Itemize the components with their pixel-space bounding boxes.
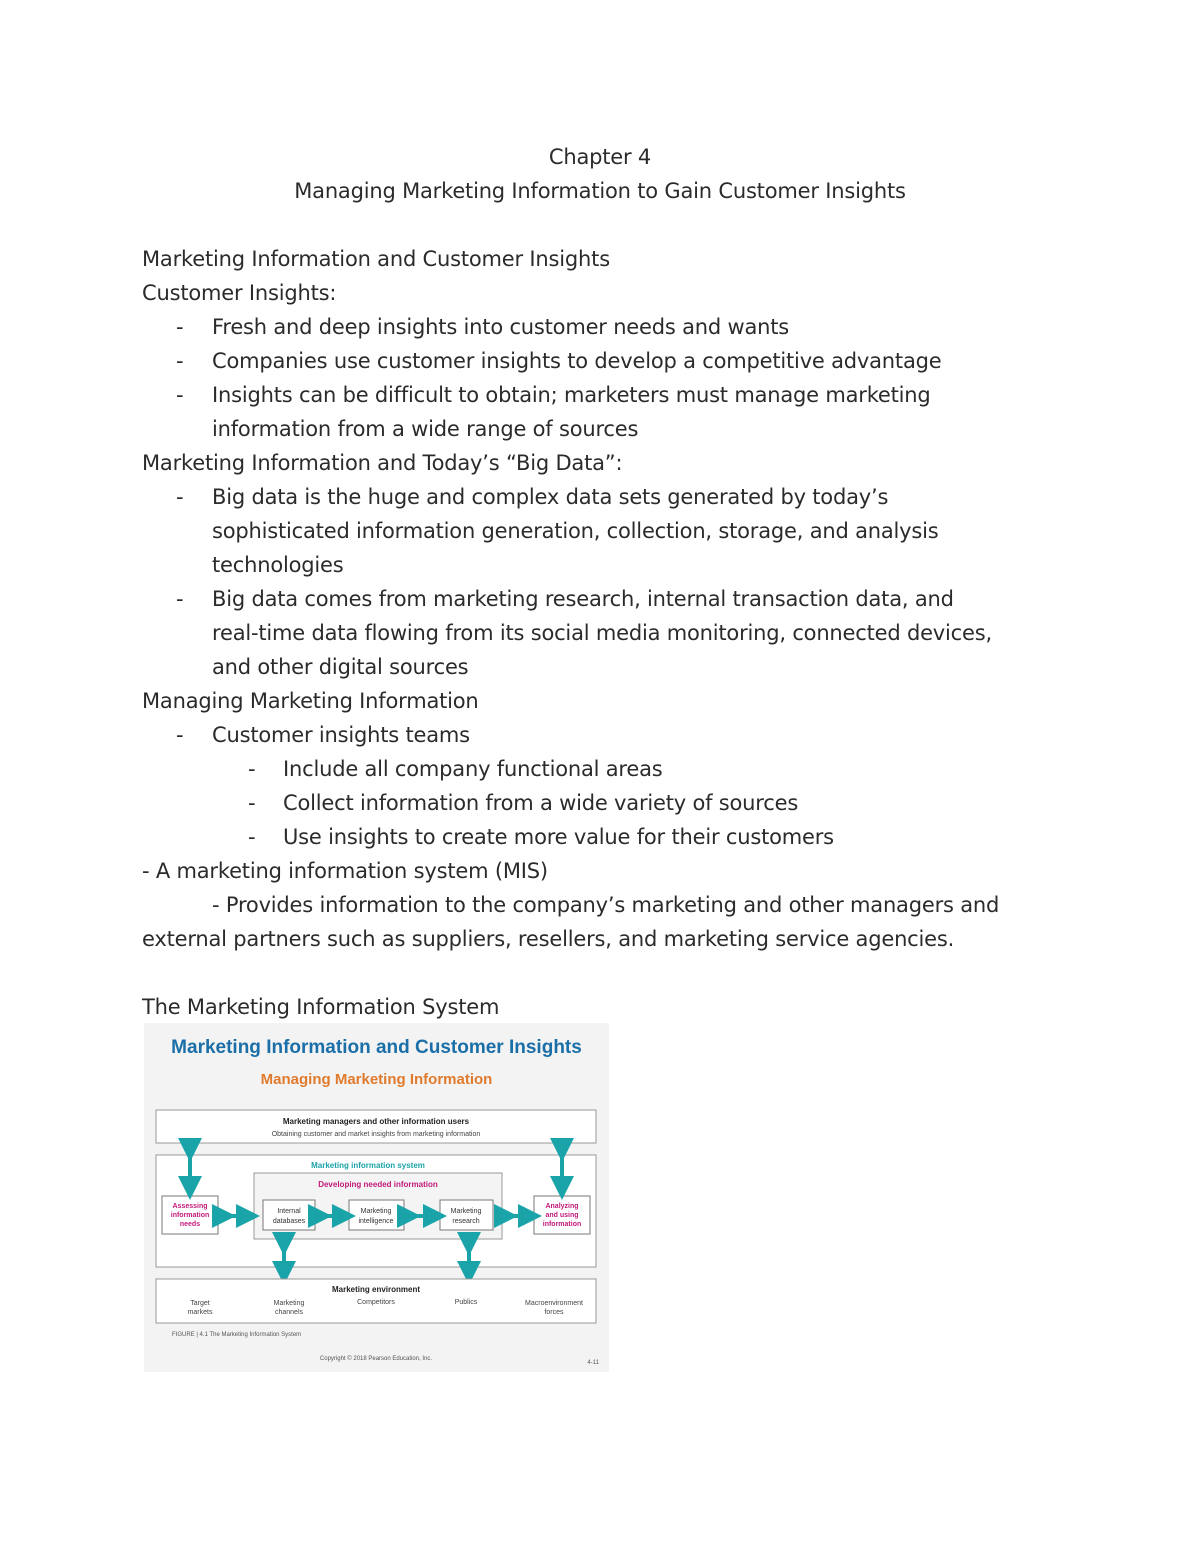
chapter-title: Managing Marketing Information to Gain Customer Insights bbox=[294, 179, 906, 203]
environment-title: Marketing environment bbox=[331, 1285, 421, 1294]
marketing-intelligence-box bbox=[349, 1200, 404, 1230]
mis-description-continuation: external partners such as suppliers, resellers, and marketing service agencies. bbox=[142, 927, 955, 951]
sub-list-item: Collect information from a wide variety of sources bbox=[283, 791, 799, 815]
list-item-continuation: real-time data flowing from its social media monitoring, connected devices, bbox=[212, 621, 992, 645]
figure-copyright: Copyright © 2018 Pearson Education, Inc. bbox=[319, 1356, 433, 1362]
mis-diagram bbox=[144, 1023, 609, 1372]
env-macro-1: Macroenvironment bbox=[525, 1300, 583, 1307]
chapter-heading: Chapter 4 bbox=[548, 145, 652, 169]
list-item-continuation: sophisticated information generation, collection, storage, and analysis bbox=[212, 519, 939, 543]
internal-databases-line2: databases bbox=[272, 1218, 306, 1225]
marketing-research-line2: research bbox=[452, 1218, 480, 1225]
internal-databases-box bbox=[263, 1200, 315, 1230]
figure-heading: The Marketing Information System bbox=[142, 995, 500, 1019]
analyzing-line2: and using bbox=[545, 1212, 579, 1219]
info-users-sub: Obtaining customer and market insights from marketing information bbox=[271, 1131, 481, 1138]
sub-list-item: Use insights to create more value for their customers bbox=[283, 825, 834, 849]
list-item-continuation: technologies bbox=[212, 553, 344, 577]
bullet-dash: - bbox=[176, 315, 184, 339]
analyzing-line3: information bbox=[542, 1221, 582, 1228]
env-publics: Publics bbox=[454, 1299, 478, 1306]
mis-description: - Provides information to the company’s marketing and other managers and bbox=[212, 893, 1000, 917]
list-item: Companies use customer insights to develop a competitive advantage bbox=[212, 349, 942, 373]
bullet-dash: - bbox=[176, 383, 184, 407]
env-channels-2: channels bbox=[274, 1309, 304, 1316]
internal-databases-line1: Internal bbox=[277, 1208, 301, 1215]
bullet-dash: - bbox=[176, 723, 184, 747]
bullet-dash: - bbox=[248, 825, 256, 849]
mis-line: - A marketing information system (MIS) bbox=[142, 859, 548, 883]
list-item: Fresh and deep insights into customer needs and wants bbox=[212, 315, 790, 339]
assessing-line2: information bbox=[170, 1212, 210, 1219]
bullet-dash: - bbox=[176, 485, 184, 509]
mis-sub: Developing needed information bbox=[318, 1180, 438, 1189]
assessing-line3: needs bbox=[179, 1221, 201, 1228]
env-target-2: markets bbox=[187, 1309, 213, 1316]
list-item: Big data is the huge and complex data sets generated by today’s bbox=[212, 485, 889, 509]
customer-insights-label: Customer Insights: bbox=[142, 281, 337, 305]
mis-title: Marketing information system bbox=[311, 1161, 425, 1170]
info-users-title: Marketing managers and other information users bbox=[282, 1117, 470, 1126]
analyzing-line1: Analyzing bbox=[545, 1203, 579, 1210]
figure-page-number: 4-11 bbox=[587, 1360, 599, 1366]
env-channels-1: Marketing bbox=[273, 1300, 305, 1307]
assessing-line1: Assessing bbox=[172, 1203, 208, 1210]
section-heading: Marketing Information and Customer Insights bbox=[142, 247, 610, 271]
mis-figure bbox=[144, 1023, 609, 1372]
figure-subtitle: Managing Marketing Information bbox=[260, 1071, 493, 1088]
bullet-dash: - bbox=[176, 349, 184, 373]
list-item: Insights can be difficult to obtain; marketers must manage marketing bbox=[212, 383, 931, 407]
marketing-intelligence-line1: Marketing bbox=[360, 1208, 392, 1215]
list-item-continuation: and other digital sources bbox=[212, 655, 469, 679]
marketing-intelligence-line2: intelligence bbox=[358, 1218, 394, 1225]
env-macro-2: forces bbox=[544, 1309, 564, 1316]
list-item: Customer insights teams bbox=[212, 723, 470, 747]
big-data-label: Marketing Information and Today’s “Big Data”: bbox=[142, 451, 623, 475]
list-item: Big data comes from marketing research, internal transaction data, and bbox=[212, 587, 954, 611]
info-users-box bbox=[156, 1110, 596, 1143]
env-competitors: Competitors bbox=[357, 1299, 395, 1306]
list-item-continuation: information from a wide range of sources bbox=[212, 417, 639, 441]
managing-heading: Managing Marketing Information bbox=[142, 689, 479, 713]
marketing-research-line1: Marketing bbox=[450, 1208, 482, 1215]
figure-caption: FIGURE | 4.1 The Marketing Information System bbox=[172, 1332, 302, 1338]
marketing-research-box bbox=[440, 1200, 493, 1230]
bullet-dash: - bbox=[176, 587, 184, 611]
env-target-1: Target bbox=[190, 1300, 210, 1307]
figure-title: Marketing Information and Customer Insights bbox=[171, 1037, 582, 1058]
bullet-dash: - bbox=[248, 757, 256, 781]
sub-list-item: Include all company functional areas bbox=[283, 757, 663, 781]
bullet-dash: - bbox=[248, 791, 256, 815]
